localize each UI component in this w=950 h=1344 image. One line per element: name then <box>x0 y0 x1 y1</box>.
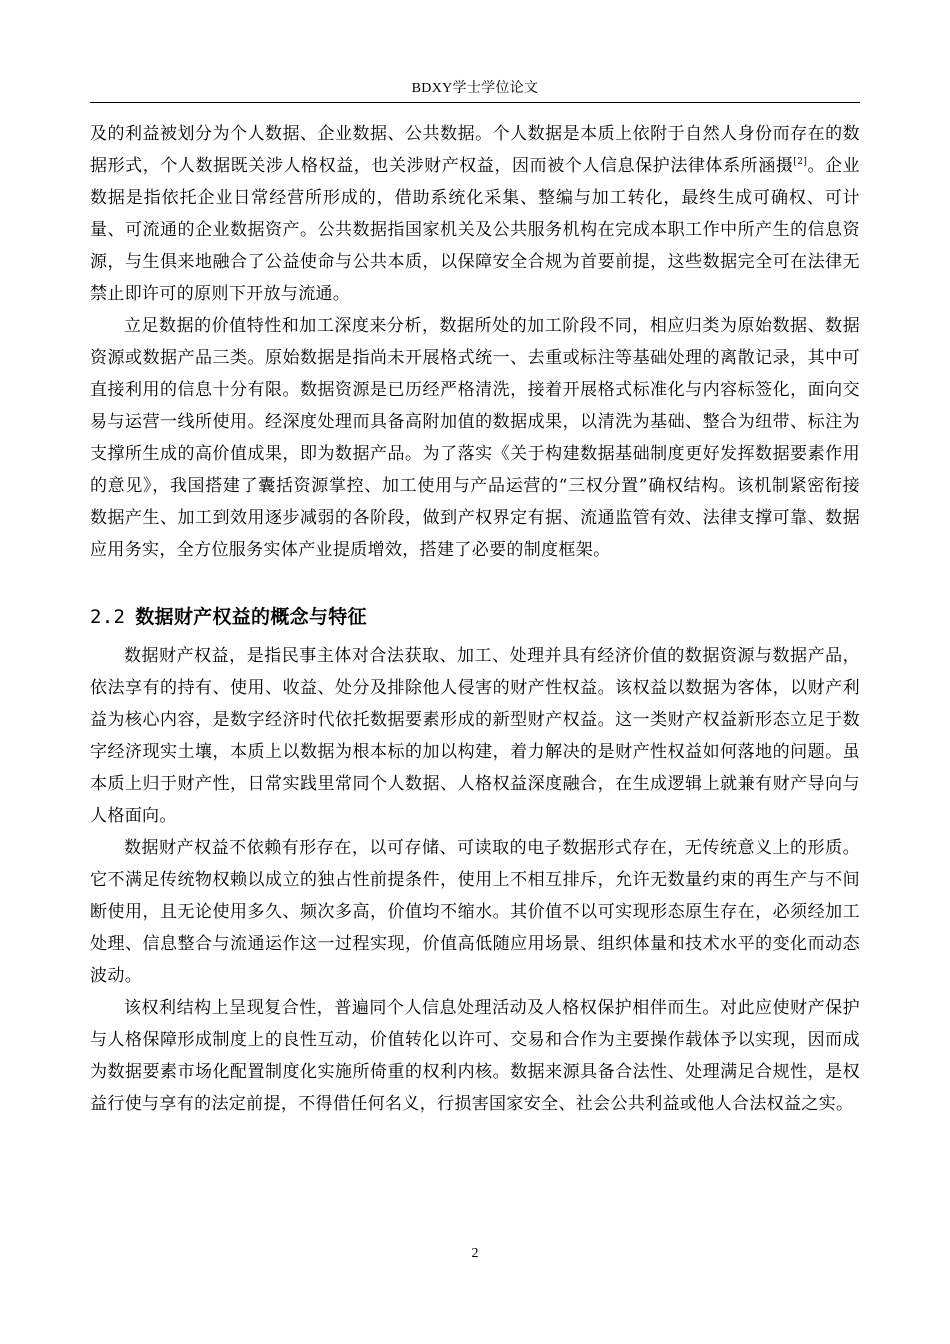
paragraph: 该权利结构上呈现复合性，普遍同个人信息处理活动及人格权保护相伴而生。对此应使财产保护与人格保障形成制度上的良性互动，价值转化以许可、交易和合作为主要操作载体予以实现，因而成为数据要素市场化配置制度化实施所倚重的权利内核。数据来源具备合法性、处理满足合规性，是权益行使与享有的法定前提，不得借任何名义，行损害国家安全、社会公共利益或他人合法权益之实。 <box>90 998 860 1114</box>
paragraph: 立足数据的价值特性和加工深度来分析，数据所处的加工阶段不同，相应归类为原始数据、数据资源或数据产品三类。原始数据是指尚未开展格式统一、去重或标注等基础处理的离散记录，其中可直接利用的信息十分有限。数据资源是已历经严格清洗，接着开展格式标准化与内容标签化，面向交易与运营一线所使用。经深度处理而具备高附加值的数据成果，以清洗为基础、整合为纽带、标注为支撑所生成的高价值成果，即为数据产品。为了落实《关于构建数据基础制度更好发挥数据要素作用的意见》，我国搭建了囊括资源掌控、加工使用与产品运营的“三权分置”确权结构。该机制紧密衔接数据产生、加工到效用逐步减弱的各阶段，做到产权界定有据、流通监管有效、法律支撑可靠、数据应用务实，全方位服务实体产业提质增效，搭建了必要的制度框架。 <box>90 316 860 560</box>
paragraph: 数据财产权益，是指民事主体对合法获取、加工、处理并具有经济价值的数据资源与数据产品，依法享有的持有、使用、收益、处分及排除他人侵害的财产性权益。该权益以数据为客体，以财产利益为核心内容，是数字经济时代依托数据要素形成的新型财产权益。这一类财产权益新形态立足于数字经济现实土壤，本质上以数据为根本标的加以构建，着力解决的是财产性权益如何落地的问题。虽本质上归于财产性，日常实践里常同个人数据、人格权益深度融合，在生成逻辑上就兼有财产导向与人格面向。 <box>90 646 860 826</box>
page-number: 2 <box>471 1246 479 1261</box>
paragraph-text: 及的利益被划分为个人数据、企业数据、公共数据。个人数据是本质上依附于自然人身份而存在的数据形式，个人数据既关涉人格权益，也关涉财产权益，因而被个人信息保护法律体系所涵摄 <box>90 124 860 176</box>
section-heading <box>90 601 860 633</box>
running-header: BDXY学士学位论文 <box>411 81 539 96</box>
header-rule <box>90 102 860 103</box>
paragraph: 数据财产权益不依赖有形存在，以可存储、可读取的电子数据形式存在，无传统意义上的形质。它不满足传统物权赖以成立的独占性前提条件，使用上不相互排斥，允许无数量约束的再生产与不间断使用，且无论使用多久、频次多高，价值均不缩水。其价值不以可实现形态原生存在，必须经加工处理、信息整合与流通运作这一过程实现，价值高低随应用场景、组织体量和技术水平的变化而动态波动。 <box>90 838 860 986</box>
section-number: 2.2 <box>90 606 126 628</box>
paragraph-text: 。企业数据是指依托企业日常经营所形成的，借助系统化采集、整编与加工转化，最终生成可确权、可计量、可流通的企业数据资产。公共数据指国家机关及公共服务机构在完成本职工作中所产生的信息资源，与生俱来地融合了公益使命与公共本质，以保障安全合规为首要前提，这些数据完全可在法律无禁止即许可的原则下开放与流通。 <box>90 156 860 304</box>
paragraph-continued <box>90 118 860 310</box>
citation-ref: [2] <box>793 157 808 167</box>
section-title: 数据财产权益的概念与特征 <box>135 606 367 628</box>
document-body <box>90 118 860 1120</box>
